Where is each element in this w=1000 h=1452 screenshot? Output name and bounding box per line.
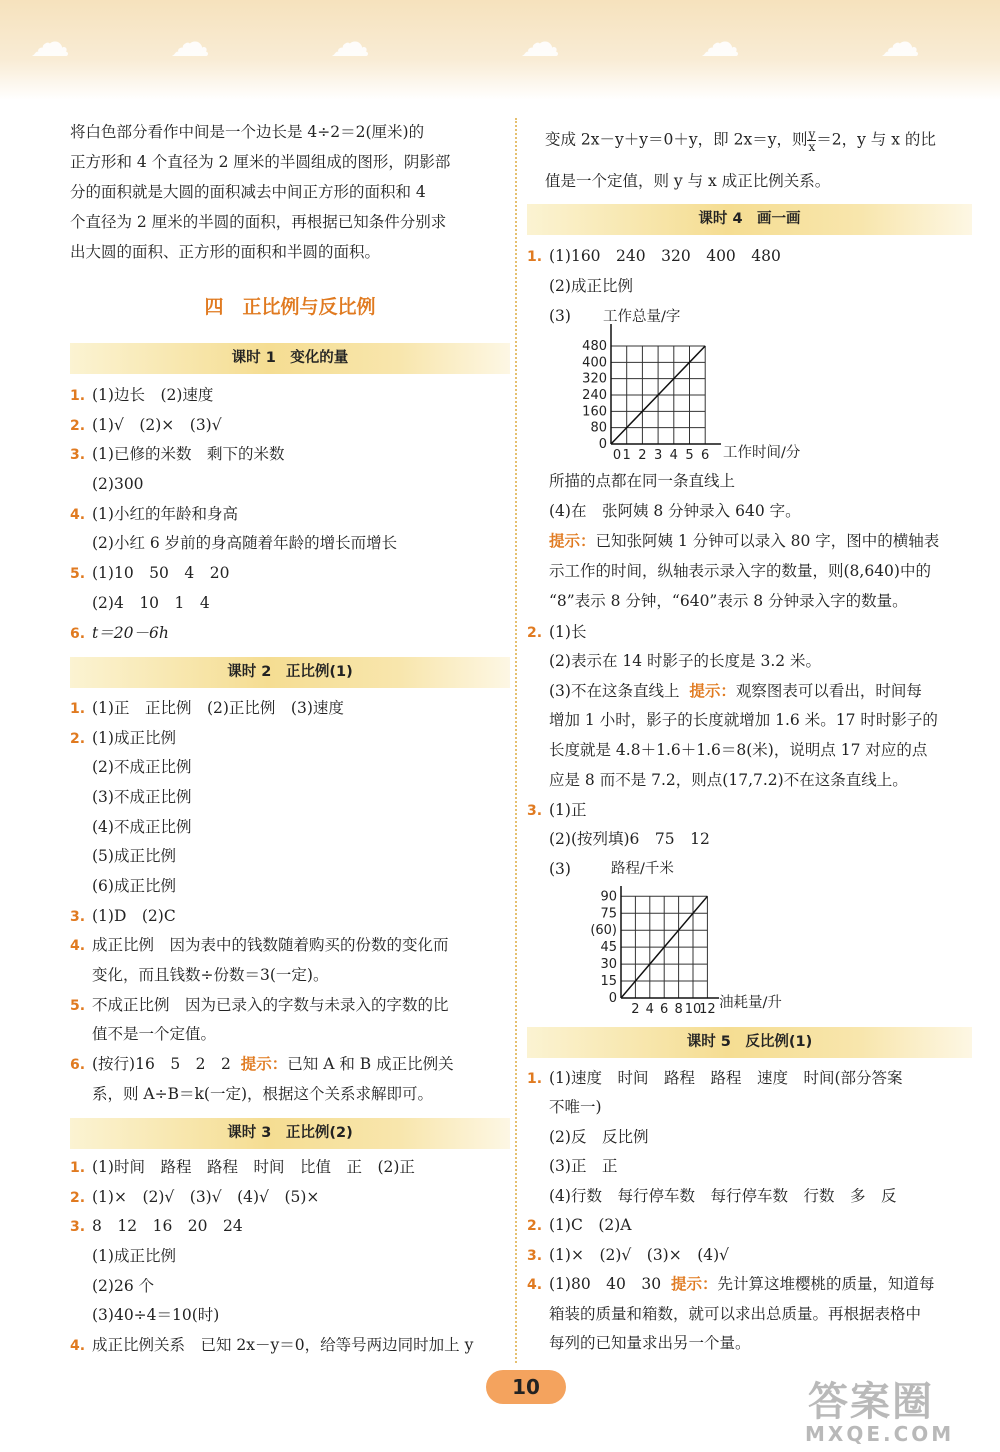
x-tick-label: 6 bbox=[701, 448, 710, 463]
answer-line: (3)不成正比例 bbox=[92, 788, 192, 806]
question-number: 6. bbox=[70, 1057, 86, 1073]
x-tick-label: 5 bbox=[685, 448, 694, 463]
lesson-2-header: 课时 2 正比例(1) bbox=[70, 657, 510, 688]
y-tick-label: 80 bbox=[590, 420, 607, 436]
y-tick-label: 320 bbox=[582, 371, 607, 387]
answer-line: (2)4 10 1 4 bbox=[92, 594, 210, 612]
question-number: 6. bbox=[70, 626, 86, 642]
cloud-icon: ☁ bbox=[700, 20, 740, 66]
intro-line: 将白色部分看作中间是一个边长是 4÷2＝2(厘米)的 bbox=[70, 123, 425, 141]
x-tick-label: 4 bbox=[669, 448, 678, 463]
lesson-3-header: 课时 3 正比例(2) bbox=[70, 1118, 510, 1149]
answer-line: 2. (1)× (2)√ (3)√ (4)√ (5)× bbox=[70, 1186, 319, 1209]
y-tick-label: (60) bbox=[590, 923, 617, 939]
question-number: 2. bbox=[527, 1218, 543, 1234]
lesson-1-header: 课时 1 变化的量 bbox=[70, 343, 510, 374]
answer-line: (6)成正比例 bbox=[92, 877, 176, 895]
answer-line: 5. 不成正比例 因为已录入的字数与未录入的字数的比 bbox=[70, 994, 449, 1017]
lesson-4-header: 课时 4 画一画 bbox=[527, 204, 972, 235]
question-number: 2. bbox=[70, 418, 86, 434]
answer-line: 3. (1)已修的米数 剩下的米数 bbox=[70, 443, 284, 466]
cloud-icon: ☁ bbox=[520, 20, 560, 66]
answer-line: (2)成正比例 bbox=[549, 277, 633, 295]
answer-line: 4. 成正比例关系 已知 2x－y＝0，给等号两边同时加上 y bbox=[70, 1334, 473, 1357]
answer-line: (3) bbox=[549, 860, 571, 878]
watermark-logo: 答案圈 MXQE.COM bbox=[805, 1379, 955, 1446]
fraction: $\frac{y}{x}$ bbox=[808, 127, 816, 154]
answer-line: (4)在 张阿姨 8 分钟录入 640 字。 bbox=[549, 502, 801, 520]
answer-line: 2. (1)成正比例 bbox=[70, 727, 176, 750]
tip-label: 提示： bbox=[549, 532, 596, 550]
answer-line: 每列的已知量求出另一个量。 bbox=[549, 1334, 751, 1352]
answer-line: 不唯一) bbox=[549, 1098, 602, 1116]
question-number: 1. bbox=[70, 388, 86, 404]
answer-line: 长度就是 4.8＋1.6＋1.6＝8(米)，说明点 17 对应的点 bbox=[549, 741, 928, 759]
answer-line: (2)表示在 14 时影子的长度是 3.2 米。 bbox=[549, 652, 822, 670]
y-axis-title: 工作总量/字 bbox=[603, 309, 681, 325]
y-tick-label: 30 bbox=[600, 957, 617, 973]
answer-line: 4. 成正比例 因为表中的钱数随着购买的份数的变化而 bbox=[70, 934, 449, 957]
answer-line: (4)不成正比例 bbox=[92, 818, 192, 836]
answer-line: 6. (按行)16 5 2 2 提示：已知 A 和 B 成正比例关 bbox=[70, 1053, 454, 1076]
x-tick-label: 3 bbox=[653, 448, 663, 463]
tip-label: 提示： bbox=[689, 682, 736, 700]
question-number: 3. bbox=[70, 447, 86, 463]
y-tick-label: 240 bbox=[582, 387, 607, 403]
answer-line: 1. (1)边长 (2)速度 bbox=[70, 384, 213, 407]
y-tick-label: 160 bbox=[582, 404, 607, 420]
question-number: 3. bbox=[527, 1248, 543, 1264]
y-axis-title: 路程/千米 bbox=[611, 861, 674, 877]
y-tick-label: 15 bbox=[600, 974, 617, 990]
answer-line: 3. (1)D (2)C bbox=[70, 905, 176, 928]
question-number: 3. bbox=[70, 909, 86, 925]
x-tick-label: 2 bbox=[638, 448, 647, 463]
lesson-5-header: 课时 5 反比例(1) bbox=[527, 1027, 972, 1058]
x-tick-label: 0 bbox=[612, 448, 622, 463]
answer-line: 1. (1)时间 路程 路程 时间 比值 正 (2)正 bbox=[70, 1156, 415, 1179]
answer-line: 4. (1)80 40 30 提示：先计算这堆樱桃的质量，知道每 bbox=[527, 1273, 935, 1296]
question-number: 3. bbox=[70, 1219, 86, 1235]
answer-line: (3) bbox=[549, 307, 571, 325]
column-divider bbox=[515, 118, 519, 1363]
cloud-icon: ☁ bbox=[330, 20, 370, 66]
x-tick-label: 1 bbox=[622, 448, 631, 463]
answer-line: (4)行数 每行停车数 每行停车数 行数 多 反 bbox=[549, 1187, 897, 1205]
intro-line: 正方形和 4 个直径为 2 厘米的半圆组成的图形，阴影部 bbox=[70, 153, 451, 171]
question-number: 2. bbox=[70, 1190, 86, 1206]
answer-line: 变化，而且钱数÷份数＝3(一定)。 bbox=[92, 966, 329, 984]
y-tick-label: 90 bbox=[600, 889, 617, 905]
top-decorative-band bbox=[0, 0, 1000, 100]
answer-line: (2)反 反比例 bbox=[549, 1128, 649, 1146]
answer-line: 1. (1)速度 时间 路程 路程 速度 时间(部分答案 bbox=[527, 1067, 903, 1090]
x-tick-label: 12 bbox=[699, 1002, 716, 1014]
chart-distance bbox=[583, 854, 843, 1014]
x-tick-label: 2 bbox=[631, 1002, 640, 1014]
question-number: 3. bbox=[527, 803, 543, 819]
intro-line: 个直径为 2 厘米的半圆的面积，再根据已知条件分别求 bbox=[70, 213, 447, 231]
tip-line: 提示：已知张阿姨 1 分钟可以录入 80 字，图中的横轴表 bbox=[549, 532, 940, 550]
x-tick-label: 6 bbox=[660, 1002, 669, 1014]
chart-work-amount bbox=[543, 304, 863, 464]
answer-line: 所描的点都在同一条直线上 bbox=[549, 472, 736, 490]
tip-label: 提示： bbox=[240, 1055, 288, 1073]
answer-line: 箱装的质量和箱数，就可以求出总质量。再根据表格中 bbox=[549, 1305, 922, 1323]
answer-line: (2)26 个 bbox=[92, 1277, 155, 1295]
question-number: 1. bbox=[70, 1160, 86, 1176]
x-axis-title: 油耗量/升 bbox=[719, 995, 782, 1011]
tip-label: 提示： bbox=[671, 1275, 718, 1293]
answer-line: 值不是一个定值。 bbox=[92, 1025, 217, 1043]
intro-line: 出大圆的面积、正方形的面积和半圆的面积。 bbox=[70, 243, 381, 261]
answer-line: 2. (1)长 bbox=[527, 621, 586, 644]
answer-line: 应是 8 而不是 7.2，则点(17,7.2)不在这条直线上。 bbox=[549, 771, 908, 789]
answer-line: (2)不成正比例 bbox=[92, 758, 192, 776]
question-number: 5. bbox=[70, 566, 86, 582]
answer-line: 3. (1)正 bbox=[527, 799, 586, 822]
y-tick-label: 480 bbox=[582, 338, 607, 354]
x-tick-label: 10 bbox=[684, 1002, 702, 1014]
question-number: 4. bbox=[70, 507, 86, 523]
answer-line: 1. (1)正 正比例 (2)正比例 (3)速度 bbox=[70, 697, 344, 720]
x-tick-label: 4 bbox=[645, 1002, 654, 1014]
y-tick-label: 400 bbox=[582, 355, 607, 371]
question-number: 5. bbox=[70, 998, 86, 1014]
answer-line: (5)成正比例 bbox=[92, 847, 176, 865]
y-tick-label: 75 bbox=[600, 906, 617, 922]
question-number: 4. bbox=[70, 1338, 86, 1354]
question-number: 2. bbox=[527, 625, 543, 641]
answer-line: 增加 1 小时，影子的长度就增加 1.6 米。17 时时影子的 bbox=[549, 711, 938, 729]
y-tick-label: 0 bbox=[608, 991, 617, 1006]
tip-line: “8”表示 8 分钟，“640”表示 8 分钟录入字的数量。 bbox=[549, 592, 908, 610]
answer-line: 6. t＝20－6h bbox=[70, 622, 169, 645]
answer-line: 2. (1)C (2)A bbox=[527, 1214, 631, 1237]
question-number: 1. bbox=[70, 701, 86, 717]
answer-line: (2)(按列填)6 75 12 bbox=[549, 830, 710, 848]
cloud-icon: ☁ bbox=[170, 20, 210, 66]
cloud-icon: ☁ bbox=[30, 20, 70, 66]
y-tick-label: 0 bbox=[598, 437, 607, 452]
cloud-icon: ☁ bbox=[880, 20, 920, 66]
answer-line: (3)不在这条直线上 提示：观察图表可以看出，时间每 bbox=[549, 682, 922, 700]
x-tick-label: 8 bbox=[674, 1002, 683, 1014]
answer-line: (2)小红 6 岁前的身高随着年龄的增长而增长 bbox=[92, 534, 398, 552]
answer-line: 5. (1)10 50 4 20 bbox=[70, 562, 230, 585]
tip-line: 示工作的时间，纵轴表示录入字的数量，则(8,640)中的 bbox=[549, 562, 931, 580]
answer-line: 3. 8 12 16 20 24 bbox=[70, 1215, 243, 1238]
answer-line: 系，则 A÷B＝k(一定)，根据这个关系求解即可。 bbox=[92, 1085, 433, 1103]
answer-line: 1. (1)160 240 320 400 480 bbox=[527, 245, 781, 268]
answer-line: (3)正 正 bbox=[549, 1157, 618, 1175]
page-number: 10 bbox=[486, 1370, 566, 1404]
question-number: 1. bbox=[527, 1071, 543, 1087]
answer-line: 值是一个定值，则 y 与 x 成正比例关系。 bbox=[545, 172, 831, 190]
answer-line: (2)300 bbox=[92, 475, 144, 493]
question-number: 4. bbox=[70, 938, 86, 954]
y-tick-label: 45 bbox=[600, 940, 617, 956]
x-axis-title: 工作时间/分 bbox=[723, 445, 801, 461]
answer-line: 变成 2x－y＋y＝0＋y，即 2x＝y，则 $\frac{y}{x}$ ＝2，y 与 x 的比 bbox=[545, 127, 936, 154]
answer-line: 4. (1)小红的年龄和身高 bbox=[70, 503, 238, 526]
section-title: 四 正比例与反比例 bbox=[204, 296, 376, 318]
question-number: 2. bbox=[70, 731, 86, 747]
answer-line: (3)40÷4＝10(时) bbox=[92, 1306, 220, 1324]
answer-line: 2. (1)√ (2)× (3)√ bbox=[70, 414, 222, 437]
question-number: 1. bbox=[527, 249, 543, 265]
intro-line: 分的面积就是大圆的面积减去中间正方形的面积和 4 bbox=[70, 183, 426, 201]
answer-line: 3. (1)× (2)√ (3)× (4)√ bbox=[527, 1244, 729, 1267]
question-number: 4. bbox=[527, 1277, 543, 1293]
answer-line: (1)成正比例 bbox=[92, 1247, 176, 1265]
